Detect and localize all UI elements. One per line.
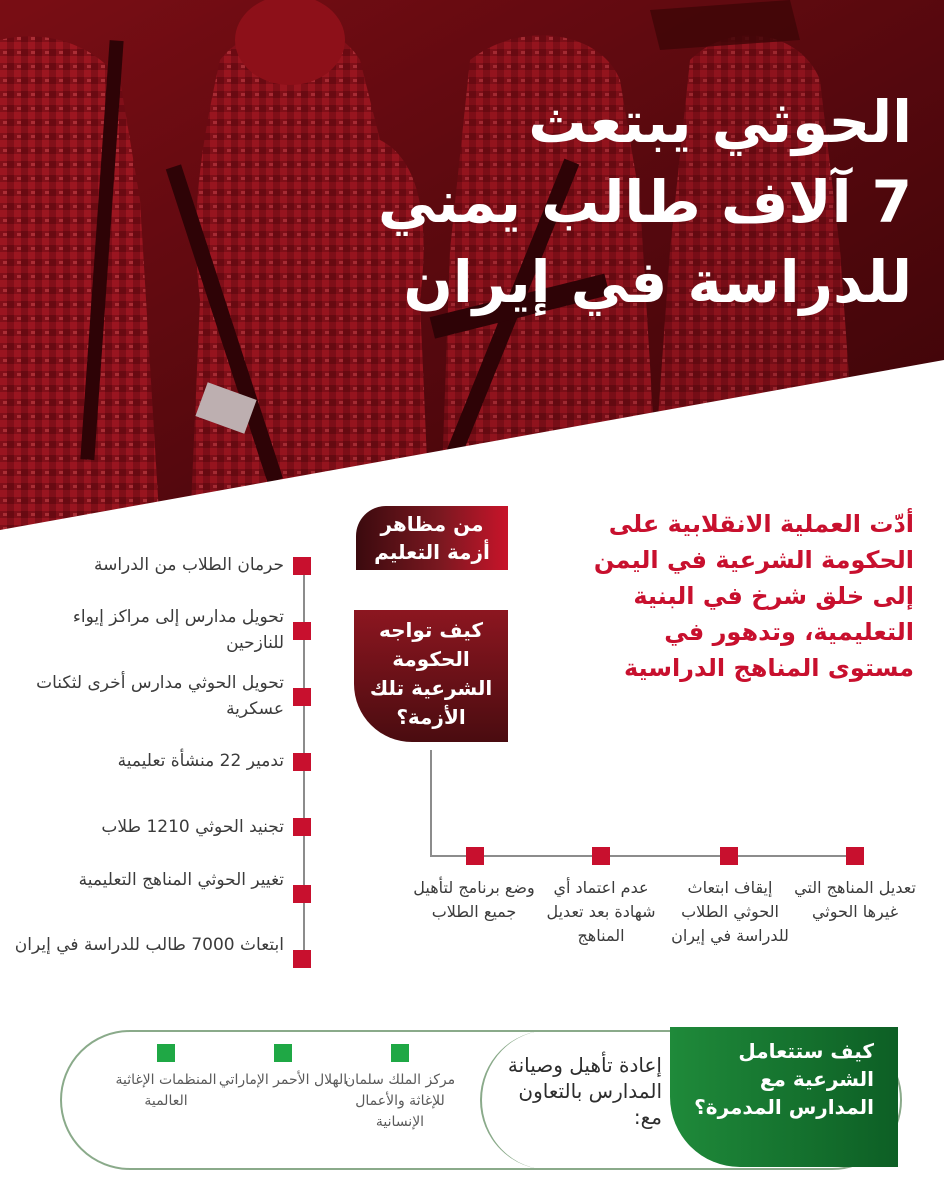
timeline-bullet (466, 847, 484, 865)
partner-item: المنظمات الإغاثية العالمية (115, 1072, 217, 1109)
list-bullet (293, 688, 311, 706)
timeline-bullet (592, 847, 610, 865)
title-line-2: 7 آلاف طالب يمني (378, 168, 912, 236)
partner-bullet (274, 1044, 292, 1062)
crisis-item: حرمان الطلاب من الدراسة (93, 555, 284, 575)
partner-item: الهلال الأحمر الإماراتي (218, 1072, 348, 1088)
crisis-item: تغيير الحوثي المناهج التعليمية (78, 870, 284, 890)
response-item: عدم اعتماد أي شهادة بعد تعديل المناهج (546, 878, 656, 945)
response-tag: كيف تواجه الحكومة الشرعية تلك الأزمة؟ (354, 610, 508, 742)
list-bullet (293, 557, 311, 575)
crisis-item: تحويل مدارس إلى مراكز إيواء للنازحين (72, 607, 284, 653)
crisis-item: ابتعاث 7000 طالب للدراسة في إيران (14, 935, 284, 955)
list-bullet (293, 818, 311, 836)
crisis-item: تدمير 22 منشأة تعليمية (117, 751, 284, 771)
title-line-3: للدراسة في إيران (403, 248, 912, 316)
schools-question-tag: كيف ستتعامل الشرعية مع المدارس المدمرة؟ (670, 1027, 898, 1167)
main-title (378, 82, 912, 322)
rehab-text: إعادة تأهيل وصيانة المدارس بالتعاون مع: (507, 1053, 662, 1129)
crisis-item: تحويل الحوثي مدارس أخرى لثكنات عسكرية (36, 673, 284, 719)
crisis-item: تجنيد الحوثي 1210 طلاب (101, 817, 284, 837)
partner-bullet (157, 1044, 175, 1062)
partner-bullet (391, 1044, 409, 1062)
list-bullet (293, 622, 311, 640)
partner-item: مركز الملك سلمان للإغاثة والأعمال الإنسانية (344, 1072, 456, 1130)
title-line-1: الحوثي يبتعث (528, 88, 912, 156)
list-bullet (293, 885, 311, 903)
response-item: تعديل المناهج التي غيرها الحوثي (794, 878, 916, 921)
intro-text: أدّت العملية الانقلابية على الحكومة الشرعية في اليمن إلى خلق شرخ في البنية التعليمية، وتدهور في مستوى المناهج الدراسية (593, 510, 914, 682)
list-bullet (293, 950, 311, 968)
crisis-tag: من مظاهر أزمة التعليم (356, 506, 508, 570)
list-bullet (293, 753, 311, 771)
hero-photo (0, 0, 944, 530)
response-item: إيقاف ابتعاث الحوثي الطلاب للدراسة في إيران (671, 878, 789, 945)
response-timeline-line (430, 855, 860, 857)
timeline-bullet (846, 847, 864, 865)
response-timeline-stem (430, 750, 432, 857)
response-item: وضع برنامج لتأهيل جميع الطلاب (413, 878, 535, 921)
timeline-bullet (720, 847, 738, 865)
